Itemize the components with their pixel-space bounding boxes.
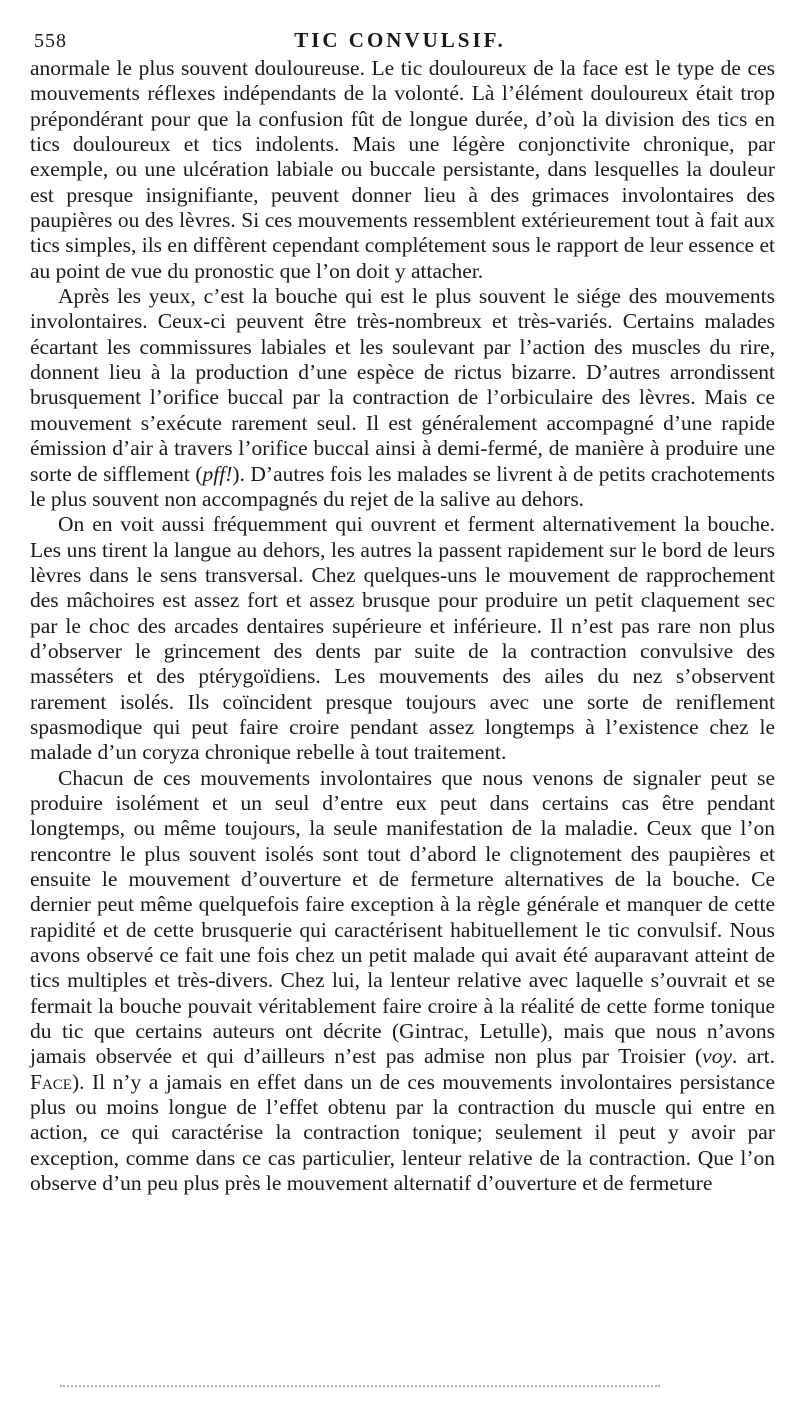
text-run: anormale le plus souvent douloureuse. Le tic douloureux de la face est le type de ces mouvements réflexes indépendants de la volonté. Là l’élément douloureux était trop prépondérant pour que la confusion fût de longue durée, d’où la division des tics en tics douloureux et tics indolents. Mais une légère conjonctivite chronique, par exemple, ou une ulcération labiale ou buccale persistante, dans lesquelles la douleur est presque insignifiante, peuvent donner lieu à des grimaces involontaires des paupières ou des lèvres. Si ces mouvements ressemblent extérieurement tout à fait aux tics simples, ils en diffèrent cependant complétement sous le rapport de leur essence et au point de vue du pronostic que l’on doit y attacher. <box>30 56 775 283</box>
text-run: On en voit aussi fréquemment qui ouvrent et ferment alternativement la bouche. Les uns tirent la langue au dehors, les autres la passent rapidement sur le bord de leurs lèvres dans le sens transversal. Chez quelques-uns le mouvement de rapprochement des mâchoires est assez fort et assez brusque pour produire un petit claquement sec par le choc des arcades dentaires supérieure et inférieure. Il n’est pas rare non plus d’observer le grincement des dents par suite de la contraction convulsive des masséters et des ptérygoïdiens. Les mouvements des ailes du nez s’observent rarement isolés. Ils coïncident presque toujours avec une sorte de reniflement spasmodique qui peut faire croire pendant assez longtemps à l’existence chez le malade d’un coryza chronique rebelle à tout traitement. <box>30 512 775 765</box>
paragraph <box>30 766 775 1197</box>
page-number: 558 <box>34 30 67 52</box>
text-run: ). D’autres fois les malades se livrent à de petits crachotements le plus souvent non accompagnés du rejet de la salive au dehors. <box>30 461 775 511</box>
paragraph <box>30 56 775 284</box>
small-caps-text: Face <box>30 1069 72 1094</box>
body-text <box>30 56 775 1196</box>
text-run: Chacun de ces mouvements involontaires que nous venons de signaler peut se produire isolément et un seul d’entre eux peut dans certains cas être pendant longtemps, ou même toujours, la seule manifestation de la maladie. Ceux que l’on rencontre le plus souvent isolés sont tout d’abord le clignotement des paupières et ensuite le mouvement d’ouverture et de fermeture alternatives de la bouche. Ce dernier peut même quelquefois faire exception à la règle générale et manquer de cette rapidité et de cette brusquerie qui caractérisent habituellement le tic convulsif. Nous avons observé ce fait une fois chez un petit malade qui avait été auparavant atteint de tics multiples et très-divers. Chez lui, la lenteur relative avec laquelle s’ouvrait et se fermait la bouche pouvait véritablement faire croire à la réalité de cette forme tonique du tic que certains auteurs ont décrite (Gintrac, Letulle), mais que nous n’avons jamais observée et qui d’ailleurs n’est pas admise non plus par Troisier ( <box>30 765 775 1069</box>
running-title: TIC CONVULSIF. <box>294 28 506 52</box>
text-run: . art. <box>732 1044 775 1069</box>
text-run: ). Il n’y a jamais en effet dans un de ces mouvements involontaires persistance plus ou moins longue de l’effet obtenu par la contraction du muscle qui entre en action, ce qui caractérise la contraction tonique; seulement il peut y avoir par exception, comme dans ce cas particulier, lenteur relative de la contraction. Que l’on observe d’un peu plus près le mouvement alternatif d’ouverture et de fermeture <box>30 1069 775 1196</box>
text-run: Après les yeux, c’est la bouche qui est le plus souvent le siége des mouvements involontaires. Ceux-ci peuvent être très-nombreux et très-variés. Certains malades écartant les commissures labiales et les soulevant par l’action des muscles du rire, donnent lieu à la production d’une espèce de rictus bizarre. D’autres arrondissent brusquement l’orifice buccal par la contraction de l’orbiculaire des lèvres. Mais ce mouvement s’exécute rarement seul. Il est généralement accompagné d’une rapide émission d’air à travers l’orifice buccal ainsi à demi-fermé, de manière à produire une sorte de sifflement ( <box>30 284 775 486</box>
paragraph <box>30 284 775 512</box>
italic-text: pff! <box>202 461 233 486</box>
paragraph <box>30 512 775 765</box>
footer-divider <box>60 1385 660 1387</box>
italic-text: voy <box>702 1044 733 1069</box>
page-header <box>30 22 770 56</box>
